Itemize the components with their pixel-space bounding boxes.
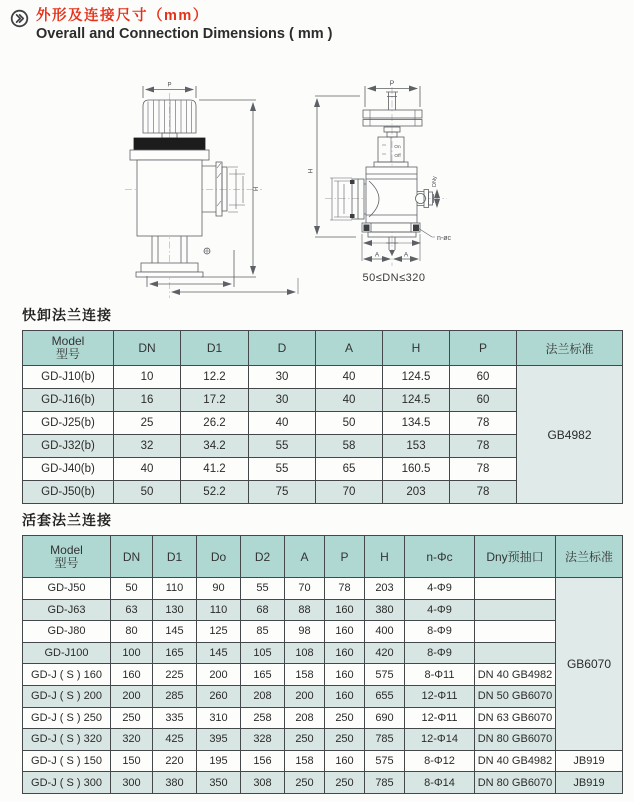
table-cell: 258 <box>241 707 285 729</box>
table-cell: GD-J63 <box>23 599 111 621</box>
table-cell: 158 <box>285 750 325 772</box>
table-cell <box>475 599 556 621</box>
table-cell: 160 <box>325 685 365 707</box>
table-cell: GD-J ( S ) 200 <box>23 685 111 707</box>
table-cell: 200 <box>285 685 325 707</box>
table-cell <box>475 578 556 600</box>
table-cell: 8-Φ9 <box>405 621 475 643</box>
table-cell: 70 <box>316 481 383 504</box>
table-row <box>23 642 623 664</box>
table-cell: GD-J ( S ) 160 <box>23 664 111 686</box>
table-row <box>23 729 623 751</box>
table-cell: 12-Φ14 <box>405 729 475 751</box>
loose-flange-table-body <box>23 578 623 794</box>
table-cell: 130 <box>153 599 197 621</box>
table-cell: 160 <box>325 599 365 621</box>
table-cell: 50 <box>111 578 153 600</box>
table-cell: GD-J ( S ) 150 <box>23 750 111 772</box>
table-cell: 380 <box>365 599 405 621</box>
table-cell: 110 <box>197 599 241 621</box>
table-cell: 250 <box>285 729 325 751</box>
column-header: H <box>383 331 450 366</box>
dim-label-a-left: A <box>374 251 380 259</box>
header-titles <box>36 8 333 43</box>
drawing-caption: 50≤DN≤320 <box>362 272 426 284</box>
column-header: D1 <box>153 536 197 578</box>
table-cell: 655 <box>365 685 405 707</box>
table-cell: GD-J80 <box>23 621 111 643</box>
table-cell: 78 <box>325 578 365 600</box>
table-cell <box>475 621 556 643</box>
column-header: 法兰标准 <box>556 536 623 578</box>
quick-release-table-body <box>23 366 623 504</box>
table-cell: 165 <box>241 664 285 686</box>
table-row <box>23 621 623 643</box>
table-cell: 575 <box>365 750 405 772</box>
table-cell: 785 <box>365 772 405 794</box>
table-cell: 203 <box>365 578 405 600</box>
table-cell: 8-Φ9 <box>405 642 475 664</box>
table-cell: 65 <box>316 458 383 481</box>
table-cell: 250 <box>285 772 325 794</box>
table-cell: 32 <box>114 435 181 458</box>
table-cell: 158 <box>285 664 325 686</box>
table-cell: 145 <box>197 642 241 664</box>
page-title-en: Overall and Connection Dimensions ( mm ) <box>36 26 333 42</box>
dim-label-p-left: P <box>167 82 172 89</box>
table-cell: 70 <box>285 578 325 600</box>
column-header: D2 <box>241 536 285 578</box>
table-cell: 690 <box>365 707 405 729</box>
table-cell: 395 <box>197 729 241 751</box>
loose-flange-table-head <box>23 536 623 578</box>
table-cell: GD-J50 <box>23 578 111 600</box>
column-header: P <box>325 536 365 578</box>
table-cell: 40 <box>249 412 316 435</box>
quick-release-table <box>22 330 623 504</box>
table-cell: 34.2 <box>181 435 249 458</box>
table-cell: 8-Φ11 <box>405 664 475 686</box>
column-header: D <box>249 331 316 366</box>
table-cell: 250 <box>325 707 365 729</box>
table-cell: 260 <box>197 685 241 707</box>
table-cell: 58 <box>316 435 383 458</box>
table-cell: 156 <box>241 750 285 772</box>
table-cell: 160 <box>325 750 365 772</box>
column-header: Model 型号 <box>23 331 114 366</box>
off-indicator-label: Off <box>394 154 401 159</box>
table-cell: 150 <box>111 750 153 772</box>
table-cell: 310 <box>197 707 241 729</box>
table-cell: 124.5 <box>383 389 450 412</box>
bolt-holes-label: n-øc <box>437 235 451 242</box>
table-cell: 16 <box>114 389 181 412</box>
table-cell: 220 <box>153 750 197 772</box>
flange-standard-cell: JB919 <box>556 772 623 794</box>
table-cell: 110 <box>153 578 197 600</box>
table-cell: 153 <box>383 435 450 458</box>
table-cell: 575 <box>365 664 405 686</box>
loose-flange-table <box>22 535 623 794</box>
table-cell: 90 <box>197 578 241 600</box>
section-title-quick-release: 快卸法兰连接 <box>22 307 112 323</box>
table-cell: 320 <box>111 729 153 751</box>
table-cell: DN 50 GB6070 <box>475 685 556 707</box>
on-indicator-label: On <box>394 145 401 150</box>
flange-standard-merged-cell: GB4982 <box>517 366 623 504</box>
table-cell: 160 <box>111 664 153 686</box>
flange-standard-merged-cell: GB6070 <box>556 578 623 751</box>
table-row <box>23 599 623 621</box>
quick-release-table-head <box>23 331 623 366</box>
table-cell: 8-Φ12 <box>405 750 475 772</box>
table-cell: 145 <box>153 621 197 643</box>
table-cell: 30 <box>249 389 316 412</box>
page-title-zh: 外形及连接尺寸（mm） <box>36 8 209 24</box>
column-header: DN <box>111 536 153 578</box>
table-row <box>23 750 623 772</box>
table-cell: 80 <box>111 621 153 643</box>
header-row <box>23 331 623 366</box>
table-cell: 200 <box>197 664 241 686</box>
table-cell: 26.2 <box>181 412 249 435</box>
table-cell: GD-J ( S ) 300 <box>23 772 111 794</box>
table-cell: 250 <box>325 772 365 794</box>
valve-drawing-large <box>308 81 452 285</box>
table-cell: 12-Φ11 <box>405 707 475 729</box>
table-cell: 350 <box>197 772 241 794</box>
table-cell: 55 <box>241 578 285 600</box>
section-marker-icon <box>10 9 29 28</box>
table-cell: 125 <box>197 621 241 643</box>
table-cell: 160 <box>325 664 365 686</box>
table-cell: 30 <box>249 366 316 389</box>
table-cell: 203 <box>383 481 450 504</box>
table-cell: 88 <box>285 599 325 621</box>
table-cell: 108 <box>285 642 325 664</box>
table-cell: 98 <box>285 621 325 643</box>
column-header: A <box>285 536 325 578</box>
table-row <box>23 685 623 707</box>
table-cell: 55 <box>249 435 316 458</box>
column-header: P <box>450 331 517 366</box>
table-row <box>23 772 623 794</box>
table-cell: 124.5 <box>383 366 450 389</box>
table-cell: 8-Φ14 <box>405 772 475 794</box>
table-cell: GD-J10(b) <box>23 366 114 389</box>
column-header: H <box>365 536 405 578</box>
table-cell: 420 <box>365 642 405 664</box>
header-row <box>23 536 623 578</box>
table-cell: 300 <box>111 772 153 794</box>
table-cell: 4-Φ9 <box>405 578 475 600</box>
column-header: Do <box>197 536 241 578</box>
table-cell: DN 80 GB6070 <box>475 772 556 794</box>
table-cell: 195 <box>197 750 241 772</box>
flange-standard-cell: JB919 <box>556 750 623 772</box>
dim-label-p-right: P <box>389 80 395 88</box>
table-cell: GD-J ( S ) 250 <box>23 707 111 729</box>
table-cell: 12-Φ11 <box>405 685 475 707</box>
table-cell: 60 <box>450 389 517 412</box>
table-cell: 225 <box>153 664 197 686</box>
table-cell: 250 <box>111 707 153 729</box>
table-cell: 40 <box>316 366 383 389</box>
table-cell: 285 <box>153 685 197 707</box>
table-cell: GD-J25(b) <box>23 412 114 435</box>
table-cell: 75 <box>249 481 316 504</box>
dim-label-dny: DNy <box>432 176 438 187</box>
table-cell: 105 <box>241 642 285 664</box>
table-cell: 250 <box>325 729 365 751</box>
table-cell: 10 <box>114 366 181 389</box>
table-cell: 208 <box>285 707 325 729</box>
table-cell: 134.5 <box>383 412 450 435</box>
table-cell <box>475 642 556 664</box>
table-cell: 208 <box>241 685 285 707</box>
table-cell: DN 63 GB6070 <box>475 707 556 729</box>
table-cell: 52.2 <box>181 481 249 504</box>
table-cell: 63 <box>111 599 153 621</box>
table-cell: 25 <box>114 412 181 435</box>
column-header: n-Φc <box>405 536 475 578</box>
table-cell: 160.5 <box>383 458 450 481</box>
table-cell: 160 <box>325 621 365 643</box>
table-cell: 160 <box>325 642 365 664</box>
table-row <box>23 664 623 686</box>
table-cell: 100 <box>111 642 153 664</box>
column-header: DN <box>114 331 181 366</box>
column-header: Model 型号 <box>23 536 111 578</box>
column-header: A <box>316 331 383 366</box>
table-cell: 380 <box>153 772 197 794</box>
dim-label-a-right: A <box>403 251 409 259</box>
table-cell: 335 <box>153 707 197 729</box>
table-cell: 200 <box>111 685 153 707</box>
table-cell: 425 <box>153 729 197 751</box>
table-cell: 78 <box>450 435 517 458</box>
table-cell: 17.2 <box>181 389 249 412</box>
table-cell: 41.2 <box>181 458 249 481</box>
section-title-loose-flange: 活套法兰连接 <box>22 512 112 528</box>
technical-drawings <box>0 58 634 298</box>
table-row <box>23 366 623 389</box>
table-cell: GD-J50(b) <box>23 481 114 504</box>
table-cell: 55 <box>249 458 316 481</box>
table-cell: 85 <box>241 621 285 643</box>
table-cell: GD-J ( S ) 320 <box>23 729 111 751</box>
table-cell: 328 <box>241 729 285 751</box>
table-cell: GD-J40(b) <box>23 458 114 481</box>
table-cell: 50 <box>316 412 383 435</box>
table-cell: 12.2 <box>181 366 249 389</box>
column-header: Dny预抽口 <box>475 536 556 578</box>
table-cell: 165 <box>153 642 197 664</box>
table-cell: 60 <box>450 366 517 389</box>
table-cell: DN 80 GB6070 <box>475 729 556 751</box>
table-cell: 40 <box>316 389 383 412</box>
table-cell: 78 <box>450 481 517 504</box>
header <box>10 8 333 43</box>
table-cell: DN 40 GB4982 <box>475 750 556 772</box>
table-cell: GD-J32(b) <box>23 435 114 458</box>
dim-label-h-left: H <box>254 186 260 192</box>
table-cell: GD-J16(b) <box>23 389 114 412</box>
table-cell: 78 <box>450 412 517 435</box>
table-cell: 785 <box>365 729 405 751</box>
table-cell: 78 <box>450 458 517 481</box>
table-cell: 40 <box>114 458 181 481</box>
table-cell: 50 <box>114 481 181 504</box>
table-row <box>23 707 623 729</box>
dim-label-h-right: H <box>307 168 315 174</box>
valve-drawing-small <box>125 83 298 299</box>
table-cell: GD-J100 <box>23 642 111 664</box>
table-cell: 308 <box>241 772 285 794</box>
table-cell: DN 40 GB4982 <box>475 664 556 686</box>
table-cell: 68 <box>241 599 285 621</box>
table-row <box>23 578 623 600</box>
table-cell: 4-Φ9 <box>405 599 475 621</box>
column-header: D1 <box>181 331 249 366</box>
table-cell: 400 <box>365 621 405 643</box>
column-header: 法兰标准 <box>517 331 623 366</box>
